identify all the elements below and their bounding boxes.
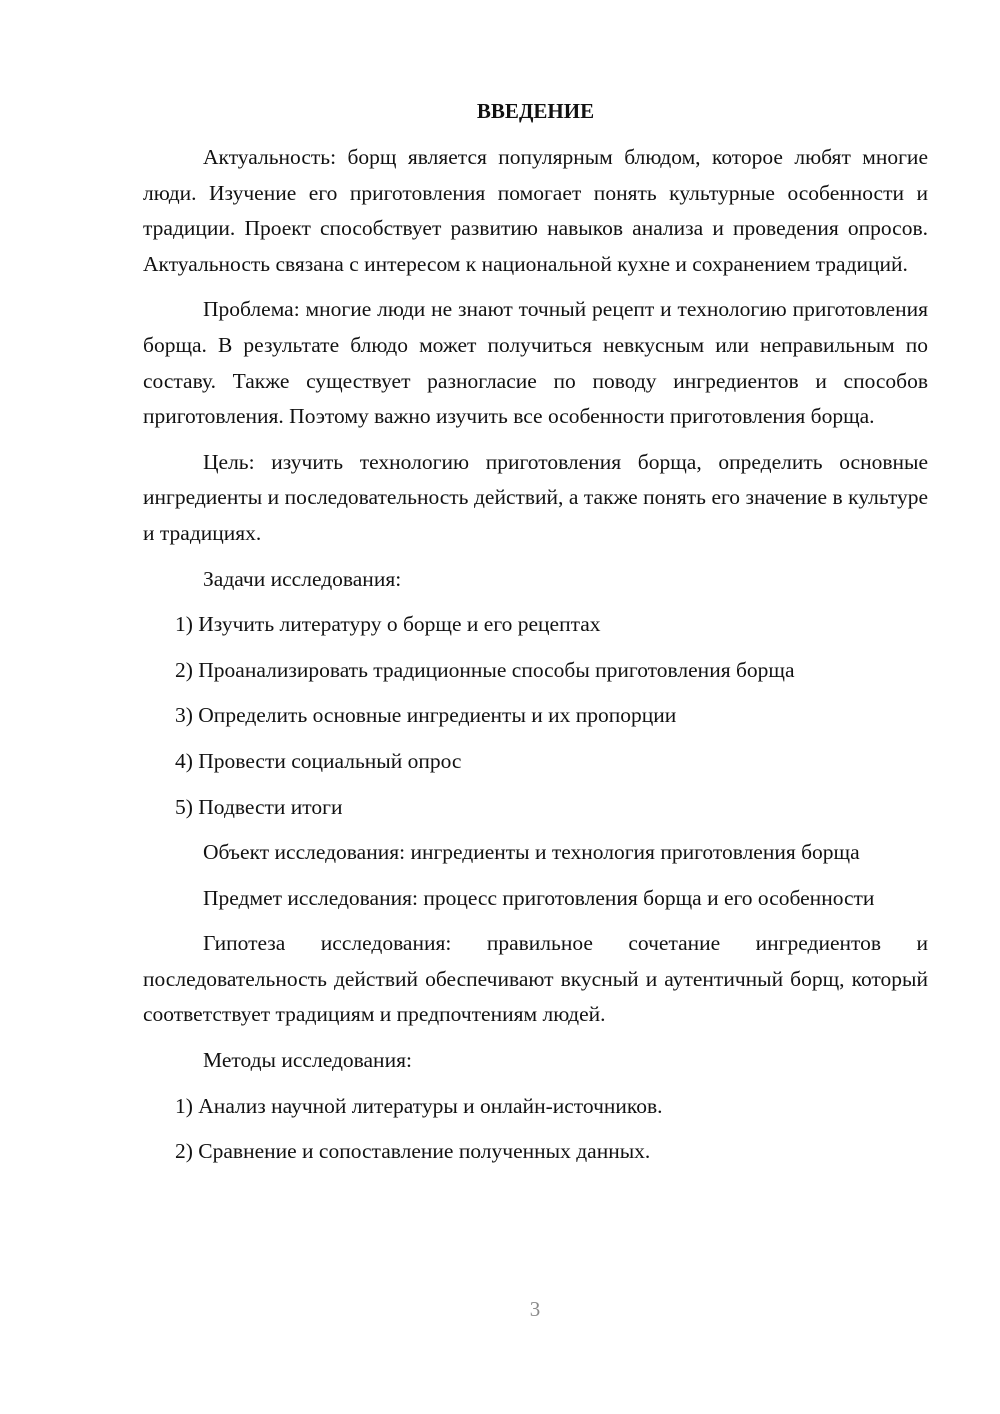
method-item-1: 1) Анализ научной литературы и онлайн-источников. — [175, 1093, 663, 1118]
methods-list — [143, 1089, 928, 1170]
task-item-4: 4) Провести социальный опрос — [175, 748, 462, 773]
object-paragraph: Объект исследования: ингредиенты и технология приготовления борща — [203, 840, 860, 865]
relevance-paragraph: Актуальность: борщ является популярным блюдом, которое любят многие люди. Изучение его приготовления помогает понять культурные особенности и традиции. Проект способствует развитию навыков анализа и проведения опросов. Актуальность связана с интересом к национальной кухне и сохранением традиций. — [143, 145, 928, 276]
section-title: ВВЕДЕНИЕ — [476, 99, 595, 123]
subject-paragraph: Предмет исследования: процесс приготовления борща и его особенности — [203, 885, 875, 910]
task-item-2: 2) Проанализировать традиционные способы приготовления борща — [175, 657, 795, 682]
task-item-5: 5) Подвести итоги — [175, 794, 343, 819]
document-page — [143, 94, 928, 1180]
page-number: 3 — [529, 1297, 541, 1321]
tasks-label: Задачи исследования: — [203, 566, 402, 591]
task-item-1: 1) Изучить литературу о борще и его рецептах — [175, 612, 601, 637]
hypothesis-paragraph: Гипотеза исследования: правильное сочетание ингредиентов и последовательность действий обеспечивают вкусный и аутентичный борщ, который соответствует традициям и предпочтениям людей. — [143, 931, 928, 1027]
problem-paragraph: Проблема: многие люди не знают точный рецепт и технологию приготовления борща. В результате блюдо может получиться невкусным или неправильным по составу. Также существует разногласие по поводу ингредиентов и способов приготовления. Поэтому важно изучить все особенности приготовления борща. — [143, 297, 928, 429]
method-item-2: 2) Сравнение и сопоставление полученных данных. — [175, 1139, 651, 1164]
goal-paragraph: Цель: изучить технологию приготовления борща, определить основные ингредиенты и последовательность действий, а также понять его значение в культуре и традициях. — [143, 449, 928, 545]
task-item-3: 3) Определить основные ингредиенты и их пропорции — [175, 703, 677, 728]
methods-label: Методы исследования: — [203, 1048, 412, 1073]
tasks-list — [143, 607, 928, 825]
